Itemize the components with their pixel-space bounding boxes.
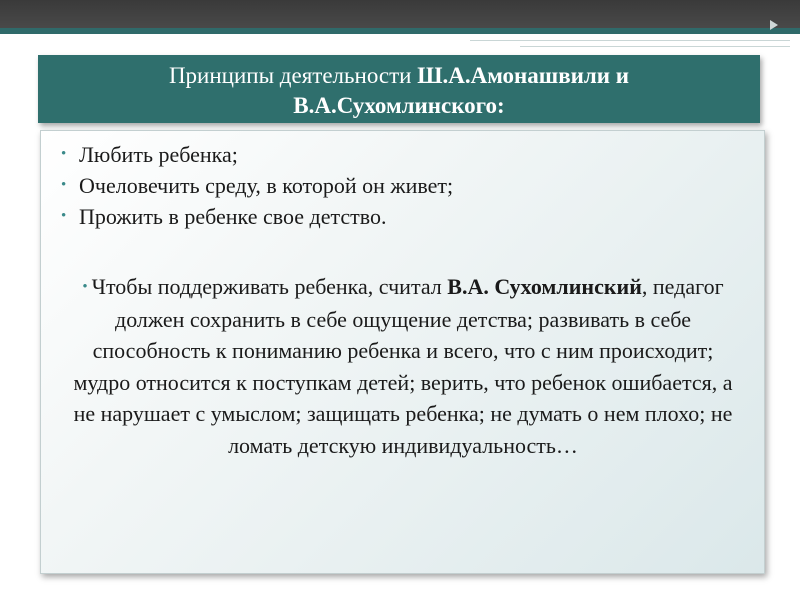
paragraph-comma: ,	[641, 274, 648, 299]
list-item	[59, 139, 749, 170]
decorative-line	[520, 46, 790, 47]
title-text-regular: Принципы деятельности	[168, 63, 418, 88]
list-item-text: Любить ребенка;	[79, 142, 238, 167]
decorative-line	[470, 40, 790, 41]
paragraph-name-surname: Сухомлинский	[494, 274, 642, 299]
paragraph-name-initials: В.А.	[447, 274, 489, 299]
decorative-triangle-icon	[770, 20, 778, 30]
top-accent-stripe	[0, 28, 800, 34]
title-text-bold-1: Ш.А.Амонашвили и	[417, 63, 630, 88]
bullet-dot-icon: •	[61, 146, 67, 162]
bullet-dot-icon: •	[82, 279, 88, 295]
paragraph-body: педагог должен сохранить в себе ощущение детства; развивать в себе способность к пониманию ребенка и всего, что с ним происходит; мудро относится к поступкам детей; верить, что ребенок ошибается, а не нарушает с умыслом; защищать ребенка; не думать о нем плохо; не ломать детскую индивидуальность…	[73, 274, 733, 458]
paragraph-intro: Чтобы поддерживать ребенка, считал	[91, 274, 448, 299]
slide-title	[38, 55, 760, 123]
bullet-dot-icon: •	[61, 208, 67, 224]
top-decorative-bar	[0, 0, 800, 30]
principles-list	[59, 139, 749, 232]
sukhomlinsky-paragraph	[63, 271, 743, 461]
bullet-dot-icon: •	[61, 177, 67, 193]
list-item	[59, 170, 749, 201]
list-item-text: Очеловечить среду, в которой он живет;	[79, 173, 454, 198]
content-panel	[40, 130, 765, 574]
title-text-bold-2: В.А.Сухомлинского:	[293, 93, 505, 118]
list-item-text: Прожить в ребенке свое детство.	[79, 204, 387, 229]
list-item	[59, 201, 749, 232]
